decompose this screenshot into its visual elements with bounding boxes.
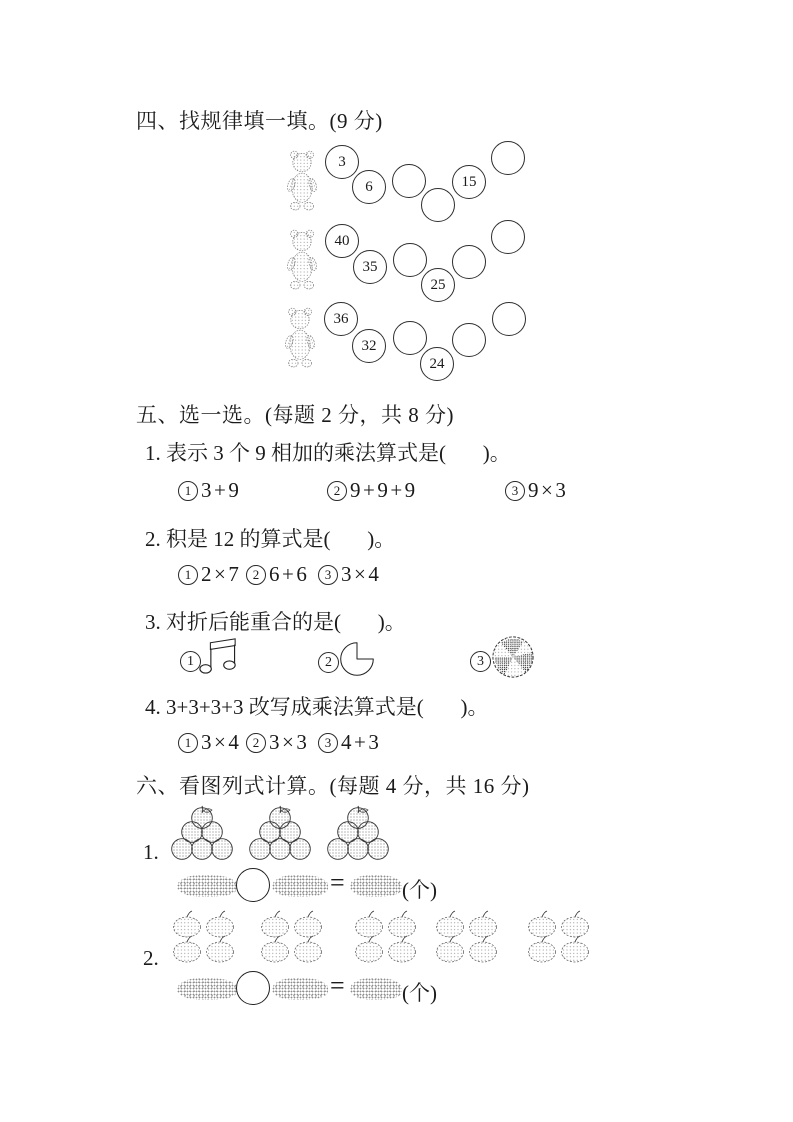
quarter-cut-circle-icon xyxy=(339,641,375,677)
circled-digit-icon: 1 xyxy=(178,481,198,501)
circled-digit-icon: 2 xyxy=(246,565,266,585)
pumpkin-group-icon xyxy=(258,908,328,964)
circled-digit-icon: 3 xyxy=(318,565,338,585)
item-1-number: 1. xyxy=(143,840,159,864)
option-label: 3+9 xyxy=(201,478,242,502)
q2-option-2 xyxy=(246,562,309,587)
equals-sign: = xyxy=(330,971,345,1000)
question-4-text: 4. 3+3+3+3 改写成乘法算式是( )。 xyxy=(145,695,489,719)
pumpkin-group-icon xyxy=(433,908,503,964)
option-label: 9×3 xyxy=(528,478,569,502)
pattern-circle: 15 xyxy=(452,165,486,199)
q4-option-1 xyxy=(178,730,241,755)
pattern-circle: 35 xyxy=(353,250,387,284)
pattern-circle: 6 xyxy=(352,170,386,204)
pattern-circle-blank xyxy=(492,302,526,336)
circled-digit-icon: 3 xyxy=(470,651,491,672)
pattern-circle-blank xyxy=(393,321,427,355)
option-label: 4+3 xyxy=(341,730,382,754)
q2-option-1 xyxy=(178,562,241,587)
circled-digit-icon: 1 xyxy=(180,651,201,672)
option-label: 9+9+9 xyxy=(350,478,418,502)
answer-blank xyxy=(350,875,402,897)
operator-circle-blank xyxy=(236,971,270,1005)
circled-digit-icon: 2 xyxy=(246,733,266,753)
apple-pile-icon xyxy=(248,804,312,860)
pattern-circle: 25 xyxy=(421,268,455,302)
unit-label: (个) xyxy=(402,878,437,902)
pattern-circle-blank xyxy=(421,188,455,222)
pattern-circle-blank xyxy=(452,323,486,357)
q4-option-2 xyxy=(246,730,309,755)
option-label: 3×4 xyxy=(201,730,242,754)
operator-circle-blank xyxy=(236,868,270,902)
circled-digit-icon: 1 xyxy=(178,565,198,585)
pattern-circle: 40 xyxy=(325,224,359,258)
speckled-ball-icon xyxy=(491,634,535,680)
music-note-icon xyxy=(198,637,238,677)
q4-option-3 xyxy=(318,730,381,755)
question-2-text: 2. 积是 12 的算式是( )。 xyxy=(145,527,396,551)
option-label: 3×4 xyxy=(341,562,382,586)
answer-blank xyxy=(177,978,237,1000)
pattern-circle: 32 xyxy=(352,329,386,363)
pattern-circle: 36 xyxy=(324,302,358,336)
bear-icon xyxy=(286,228,318,290)
option-label: 3×3 xyxy=(269,730,310,754)
option-label: 2×7 xyxy=(201,562,242,586)
question-1-text: 1. 表示 3 个 9 相加的乘法算式是( )。 xyxy=(145,441,511,465)
answer-blank xyxy=(350,978,402,1000)
pattern-circle: 24 xyxy=(420,347,454,381)
circled-digit-icon: 3 xyxy=(505,481,525,501)
pumpkin-group-icon xyxy=(525,908,595,964)
equals-sign: = xyxy=(330,868,345,897)
answer-blank xyxy=(272,978,328,1000)
pattern-circle-blank xyxy=(452,245,486,279)
option-label: 6+6 xyxy=(269,562,310,586)
pattern-circle-blank xyxy=(491,220,525,254)
apple-pile-icon xyxy=(170,804,234,860)
q1-option-3 xyxy=(505,478,568,503)
q2-option-3 xyxy=(318,562,381,587)
item-2-number: 2. xyxy=(143,946,159,970)
pumpkin-group-icon xyxy=(352,908,422,964)
answer-blank xyxy=(272,875,328,897)
section-six-title: 六、看图列式计算。(每题 4 分，共 16 分) xyxy=(136,774,530,798)
circled-digit-icon: 3 xyxy=(318,733,338,753)
circled-digit-icon: 2 xyxy=(327,481,347,501)
pumpkin-group-icon xyxy=(170,908,240,964)
pattern-circle-blank xyxy=(491,141,525,175)
q1-option-2 xyxy=(327,478,418,503)
section-four-title: 四、找规律填一填。(9 分) xyxy=(136,109,383,133)
bear-icon xyxy=(286,149,318,211)
q1-option-1 xyxy=(178,478,241,503)
circled-digit-icon: 2 xyxy=(318,652,339,673)
pattern-circle-blank xyxy=(393,243,427,277)
bear-icon xyxy=(284,306,316,368)
question-3-text: 3. 对折后能重合的是( )。 xyxy=(145,610,406,634)
pattern-circle-blank xyxy=(392,164,426,198)
apple-pile-icon xyxy=(326,804,390,860)
pattern-circle: 3 xyxy=(325,145,359,179)
section-five-title: 五、选一选。(每题 2 分，共 8 分) xyxy=(136,403,454,427)
unit-label: (个) xyxy=(402,981,437,1005)
circled-digit-icon: 1 xyxy=(178,733,198,753)
answer-blank xyxy=(177,875,237,897)
